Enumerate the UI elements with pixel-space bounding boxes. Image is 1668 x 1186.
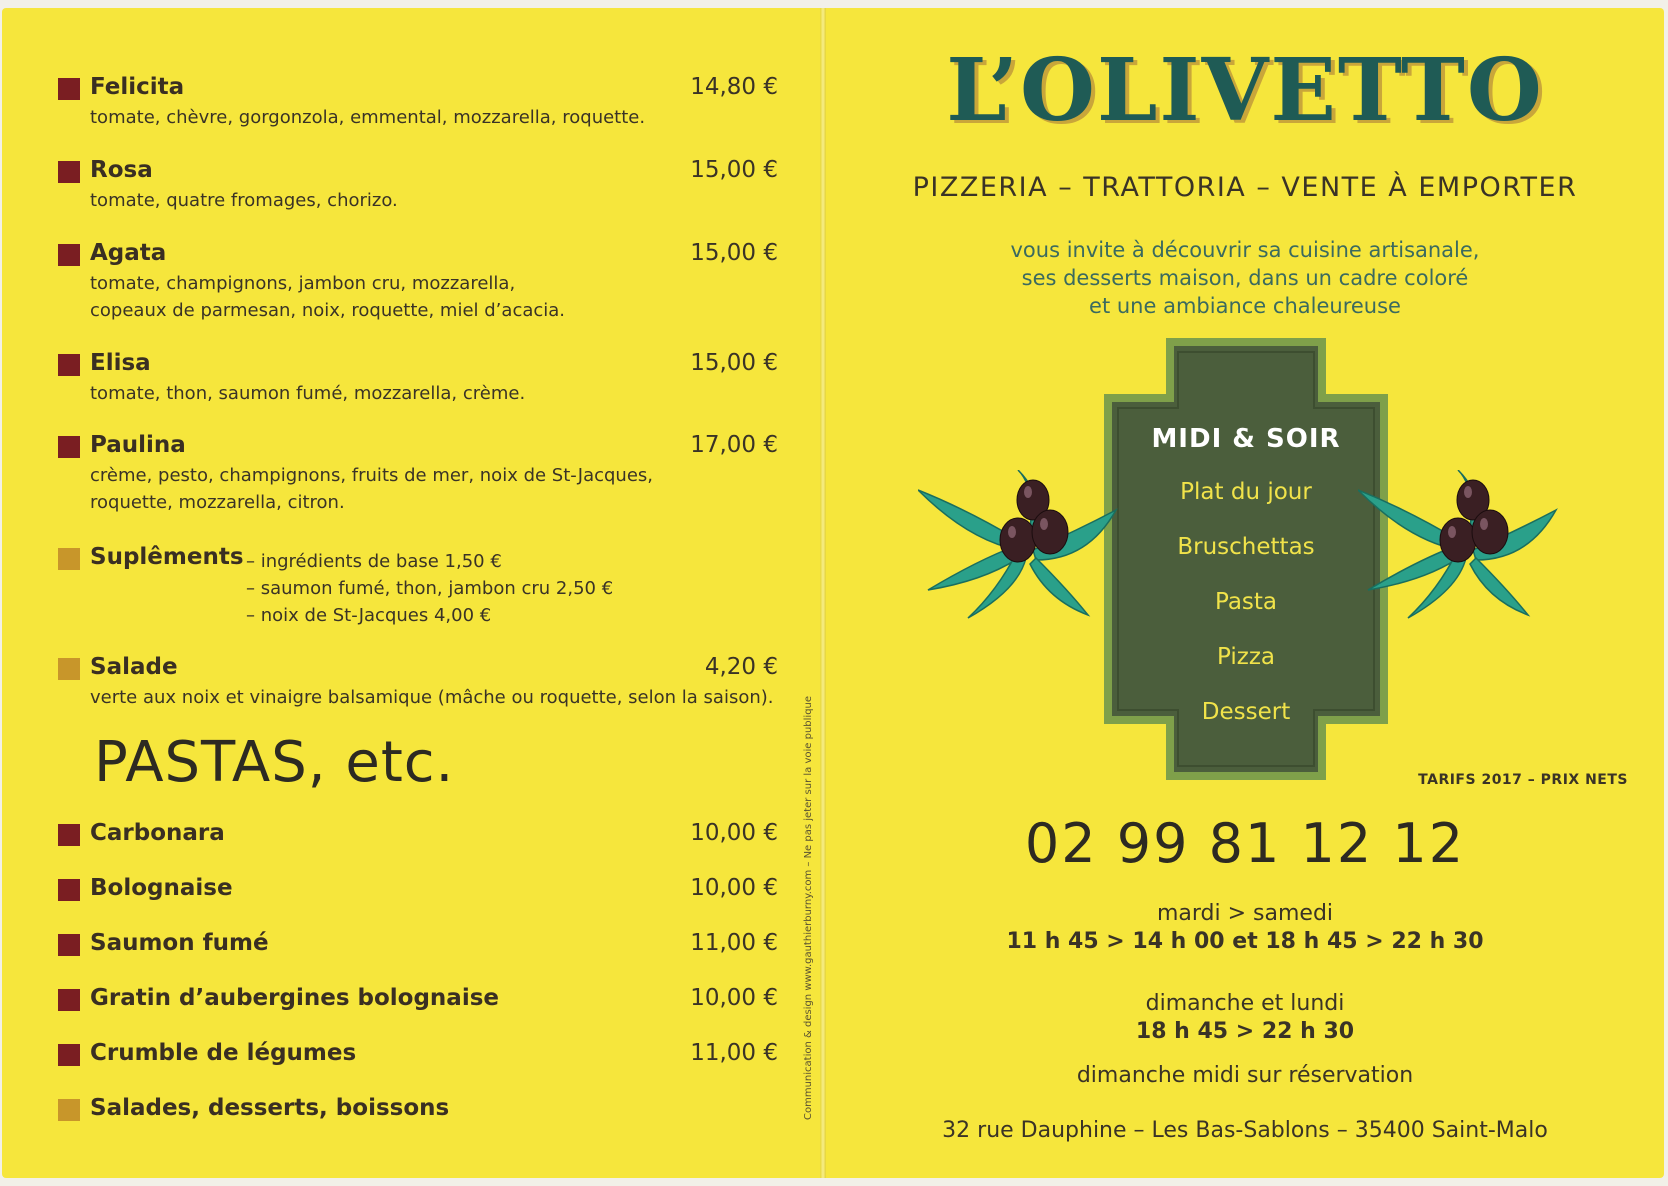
- brand-logo: L’OLIVETTO: [946, 40, 1544, 141]
- olive-branch-icon: [918, 470, 1118, 620]
- offer-board: [1096, 336, 1396, 782]
- item-name: Bolognaise: [90, 875, 233, 901]
- item-name: Carbonara: [90, 820, 225, 846]
- item-name: Felicita: [90, 74, 185, 100]
- desc-line: verte aux noix et vinaigre balsamique (mâche ou roquette, selon la saison).: [90, 687, 774, 708]
- menu-item-agata: [58, 240, 778, 326]
- item-price: 15,00 €: [690, 157, 778, 183]
- offer-item: Plat du jour: [1180, 479, 1312, 505]
- item-name: Elisa: [90, 350, 151, 376]
- item-name: Crumble de légumes: [90, 1040, 357, 1066]
- offer-item: Pizza: [1217, 644, 1275, 670]
- bullet-square: [58, 989, 80, 1011]
- menu-item-crumble: [58, 1040, 778, 1072]
- item-name: Salades, desserts, boissons: [90, 1095, 450, 1121]
- item-name: Salade: [90, 654, 178, 680]
- olive-branch-icon: [1358, 470, 1558, 620]
- item-name: Agata: [90, 240, 167, 266]
- item-description: [90, 104, 645, 131]
- design-credit: Communication & design www.gauthierburny.com – Ne pas jeter sur la voie publique: [803, 695, 814, 1120]
- menu-item-paulina: [58, 432, 778, 518]
- menu-item-elisa: [58, 350, 778, 410]
- item-name: Paulina: [90, 432, 186, 458]
- offer-item: Pasta: [1214, 589, 1278, 615]
- menu-item-felicita: [58, 74, 778, 134]
- hours-block: [826, 990, 1664, 1046]
- bullet-square: [58, 658, 80, 680]
- supplement-line: – noix de St-Jacques 4,00 €: [246, 605, 492, 626]
- bullet-square: [58, 934, 80, 956]
- item-name: Saumon fumé: [90, 930, 269, 956]
- item-price: 4,20 €: [704, 654, 778, 680]
- supplement-line: – saumon fumé, thon, jambon cru 2,50 €: [246, 578, 614, 599]
- tagline: PIZZERIA – TRATTORIA – VENTE À EMPORTER: [912, 172, 1578, 203]
- item-price: 11,00 €: [690, 1040, 778, 1066]
- offer-heading: MIDI & SOIR: [1151, 424, 1341, 454]
- invite-line: vous invite à découvrir sa cuisine artisanale,: [1010, 238, 1480, 262]
- menu-item-extras: [58, 1095, 778, 1127]
- item-description: [90, 380, 525, 407]
- supplement-lines: [246, 548, 613, 629]
- desc-line: crème, pesto, champignons, fruits de mer, noix de St-Jacques,: [90, 465, 654, 486]
- pastas-heading: PASTAS, etc.: [94, 730, 455, 795]
- item-name: Suplêments: [90, 544, 244, 570]
- invite-line: et une ambiance chaleureuse: [1089, 294, 1401, 318]
- bullet-square: [58, 244, 80, 266]
- menu-item-rosa: [58, 157, 778, 217]
- item-price: 15,00 €: [690, 350, 778, 376]
- bullet-square: [58, 824, 80, 846]
- item-price: 11,00 €: [690, 930, 778, 956]
- item-description: [90, 270, 565, 324]
- offer-list: [1096, 424, 1396, 747]
- hours-times: 18 h 45 > 22 h 30: [1135, 1019, 1355, 1044]
- item-description: [90, 187, 398, 214]
- item-price: 10,00 €: [690, 875, 778, 901]
- desc-line: tomate, champignons, jambon cru, mozzarella,: [90, 273, 516, 294]
- invite-text: [826, 236, 1664, 320]
- item-description: [90, 462, 653, 516]
- desc-line: copeaux de parmesan, noix, roquette, miel d’acacia.: [90, 300, 566, 321]
- invite-line: ses desserts maison, dans un cadre coloré: [1021, 266, 1469, 290]
- item-price: 14,80 €: [690, 74, 778, 100]
- sunday-note: dimanche midi sur réservation: [1076, 1063, 1414, 1088]
- bullet-square: [58, 78, 80, 100]
- bullet-square: [58, 879, 80, 901]
- menu-item-salade: [58, 654, 778, 714]
- hours-block: [826, 900, 1664, 956]
- supplement-line: – ingrédients de base 1,50 €: [246, 551, 502, 572]
- item-name: Rosa: [90, 157, 153, 183]
- item-price: 10,00 €: [690, 820, 778, 846]
- item-price: 15,00 €: [690, 240, 778, 266]
- menu-item-supplements: [58, 544, 778, 630]
- bullet-square: [58, 548, 80, 570]
- menu-item-carbonara: [58, 820, 778, 852]
- tarifs-note: TARIFS 2017 – PRIX NETS: [1418, 772, 1628, 788]
- item-price: 10,00 €: [690, 985, 778, 1011]
- offer-item: Dessert: [1201, 699, 1291, 725]
- item-price: 17,00 €: [690, 432, 778, 458]
- address: 32 rue Dauphine – Les Bas-Sablons – 35400 Saint-Malo: [942, 1118, 1548, 1143]
- hours-days: mardi > samedi: [1156, 901, 1334, 926]
- menu-item-bolognaise: [58, 875, 778, 907]
- menu-item-gratin: [58, 985, 778, 1017]
- bullet-square: [58, 436, 80, 458]
- bullet-square: [58, 354, 80, 376]
- offer-item: Bruschettas: [1177, 534, 1315, 560]
- phone-number: 02 99 81 12 12: [1024, 812, 1466, 875]
- bullet-square: [58, 1044, 80, 1066]
- desc-line: tomate, chèvre, gorgonzola, emmental, mozzarella, roquette.: [90, 107, 646, 128]
- hours-days: dimanche et lundi: [1145, 991, 1345, 1016]
- bullet-square: [58, 1099, 80, 1121]
- item-description: [90, 684, 773, 711]
- desc-line: tomate, thon, saumon fumé, mozzarella, crème.: [90, 383, 526, 404]
- desc-line: tomate, quatre fromages, chorizo.: [90, 190, 398, 211]
- hours-times: 11 h 45 > 14 h 00 et 18 h 45 > 22 h 30: [1006, 929, 1484, 954]
- desc-line: roquette, mozzarella, citron.: [90, 492, 345, 513]
- bullet-square: [58, 161, 80, 183]
- menu-item-saumon-fume: [58, 930, 778, 962]
- item-name: Gratin d’aubergines bolognaise: [90, 985, 500, 1011]
